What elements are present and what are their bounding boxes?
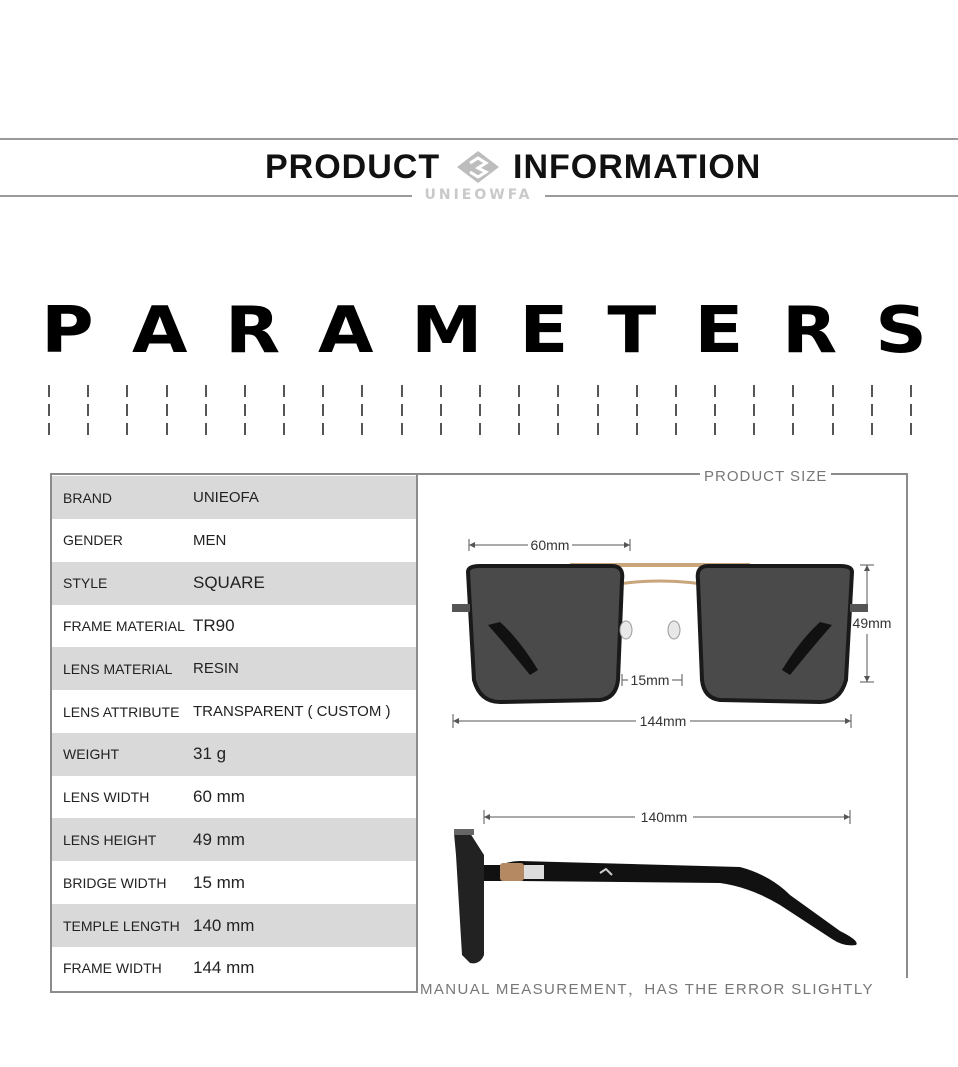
tick-column	[675, 385, 677, 435]
spec-value: 15 mm	[193, 872, 245, 892]
tick-column	[714, 385, 716, 435]
parameters-letter: E	[519, 294, 569, 368]
dim-frame-width	[453, 713, 851, 729]
tick-column	[518, 385, 520, 435]
parameters-letter: P	[41, 294, 94, 368]
tick-column	[910, 385, 912, 435]
tick-column	[597, 385, 599, 435]
dim-lens-height-label: 49mm	[852, 615, 892, 631]
product-size-title: PRODUCT SIZE	[700, 468, 831, 485]
spec-label: LENS ATTRIBUTE	[63, 703, 180, 720]
tick-column	[753, 385, 755, 435]
spec-row	[52, 733, 416, 776]
tick-column	[440, 385, 442, 435]
dashed-divider	[48, 385, 912, 435]
spec-value: 140 mm	[193, 915, 255, 935]
header-bottom-rule-left	[0, 195, 412, 197]
tick-column	[126, 385, 128, 435]
spec-row	[52, 562, 416, 605]
parameters-letter: R	[225, 294, 281, 368]
parameters-letter: M	[410, 294, 483, 368]
spec-row	[52, 647, 416, 690]
diamond-s-logo-icon	[456, 150, 500, 184]
spec-row	[52, 476, 416, 519]
tick-column	[871, 385, 873, 435]
tick-column	[283, 385, 285, 435]
header-top-rule	[0, 138, 958, 140]
measurement-footnote: MANUAL MEASUREMENT，HAS THE ERROR SLIGHTLY	[420, 978, 910, 999]
spec-value: TR90	[193, 615, 235, 635]
tick-column	[166, 385, 168, 435]
dim-temple-length	[484, 809, 850, 825]
spec-label: BRAND	[63, 489, 113, 506]
parameters-letter: A	[318, 294, 374, 368]
spec-value: MEN	[193, 531, 227, 549]
spec-value: 60 mm	[193, 787, 245, 807]
parameters-letter: A	[131, 294, 188, 368]
brand-subtitle: UNIEOWFA	[424, 187, 533, 203]
spec-row	[52, 776, 416, 819]
spec-row	[52, 904, 416, 947]
header-title-left: PRODUCT	[265, 148, 441, 186]
dim-lens-width-label: 60mm	[530, 537, 570, 553]
spec-label: TEMPLE LENGTH	[63, 917, 180, 934]
spec-label: LENS HEIGHT	[63, 831, 157, 848]
spec-label: GENDER	[63, 532, 123, 549]
tick-column	[479, 385, 481, 435]
spec-value: TRANSPARENT ( CUSTOM )	[193, 703, 391, 720]
dim-frame-width-label: 144mm	[639, 713, 687, 729]
tick-column	[361, 385, 363, 435]
spec-row	[52, 519, 416, 562]
parameters-letter: R	[781, 294, 838, 368]
header-bottom-rule-right	[545, 195, 958, 197]
spec-value: RESIN	[193, 660, 239, 678]
spec-value: SQUARE	[193, 573, 265, 593]
spec-row	[52, 604, 416, 647]
header-title-right: INFORMATION	[513, 148, 762, 186]
spec-value: 31 g	[193, 744, 227, 764]
spec-label: FRAME WIDTH	[63, 960, 162, 977]
spec-label: LENS WIDTH	[63, 789, 150, 806]
spec-label: WEIGHT	[63, 746, 119, 763]
spec-label: STYLE	[63, 575, 108, 592]
tick-column	[401, 385, 403, 435]
spec-label: LENS MATERIAL	[63, 660, 173, 677]
tick-column	[636, 385, 638, 435]
spec-label: FRAME MATERIAL	[63, 617, 185, 634]
spec-label: BRIDGE WIDTH	[63, 874, 167, 891]
spec-value: 144 mm	[193, 958, 255, 978]
tick-column	[205, 385, 207, 435]
tick-column	[244, 385, 246, 435]
dim-lens-height	[853, 565, 892, 682]
tick-column	[557, 385, 559, 435]
spec-value: 49 mm	[193, 829, 245, 849]
parameters-letter: E	[694, 294, 744, 368]
tick-column	[832, 385, 834, 435]
tick-column	[87, 385, 89, 435]
parameters-letter: T	[607, 294, 656, 368]
parameters-title	[41, 294, 927, 368]
spec-row	[52, 818, 416, 861]
spec-row	[52, 861, 416, 904]
spec-row	[52, 947, 416, 990]
dim-bridge	[622, 672, 682, 688]
tick-column	[322, 385, 324, 435]
tick-column	[48, 385, 50, 435]
dim-bridge-label: 15mm	[630, 672, 670, 688]
dim-lens-width	[469, 537, 630, 553]
glasses-side-view	[440, 795, 900, 975]
spec-value: UNIEOFA	[193, 489, 259, 506]
parameters-letter: S	[875, 294, 927, 368]
spec-table	[50, 473, 416, 993]
dim-temple-length-label: 140mm	[640, 809, 688, 825]
glasses-front-view	[440, 530, 900, 740]
spec-row	[52, 690, 416, 733]
tick-column	[792, 385, 794, 435]
